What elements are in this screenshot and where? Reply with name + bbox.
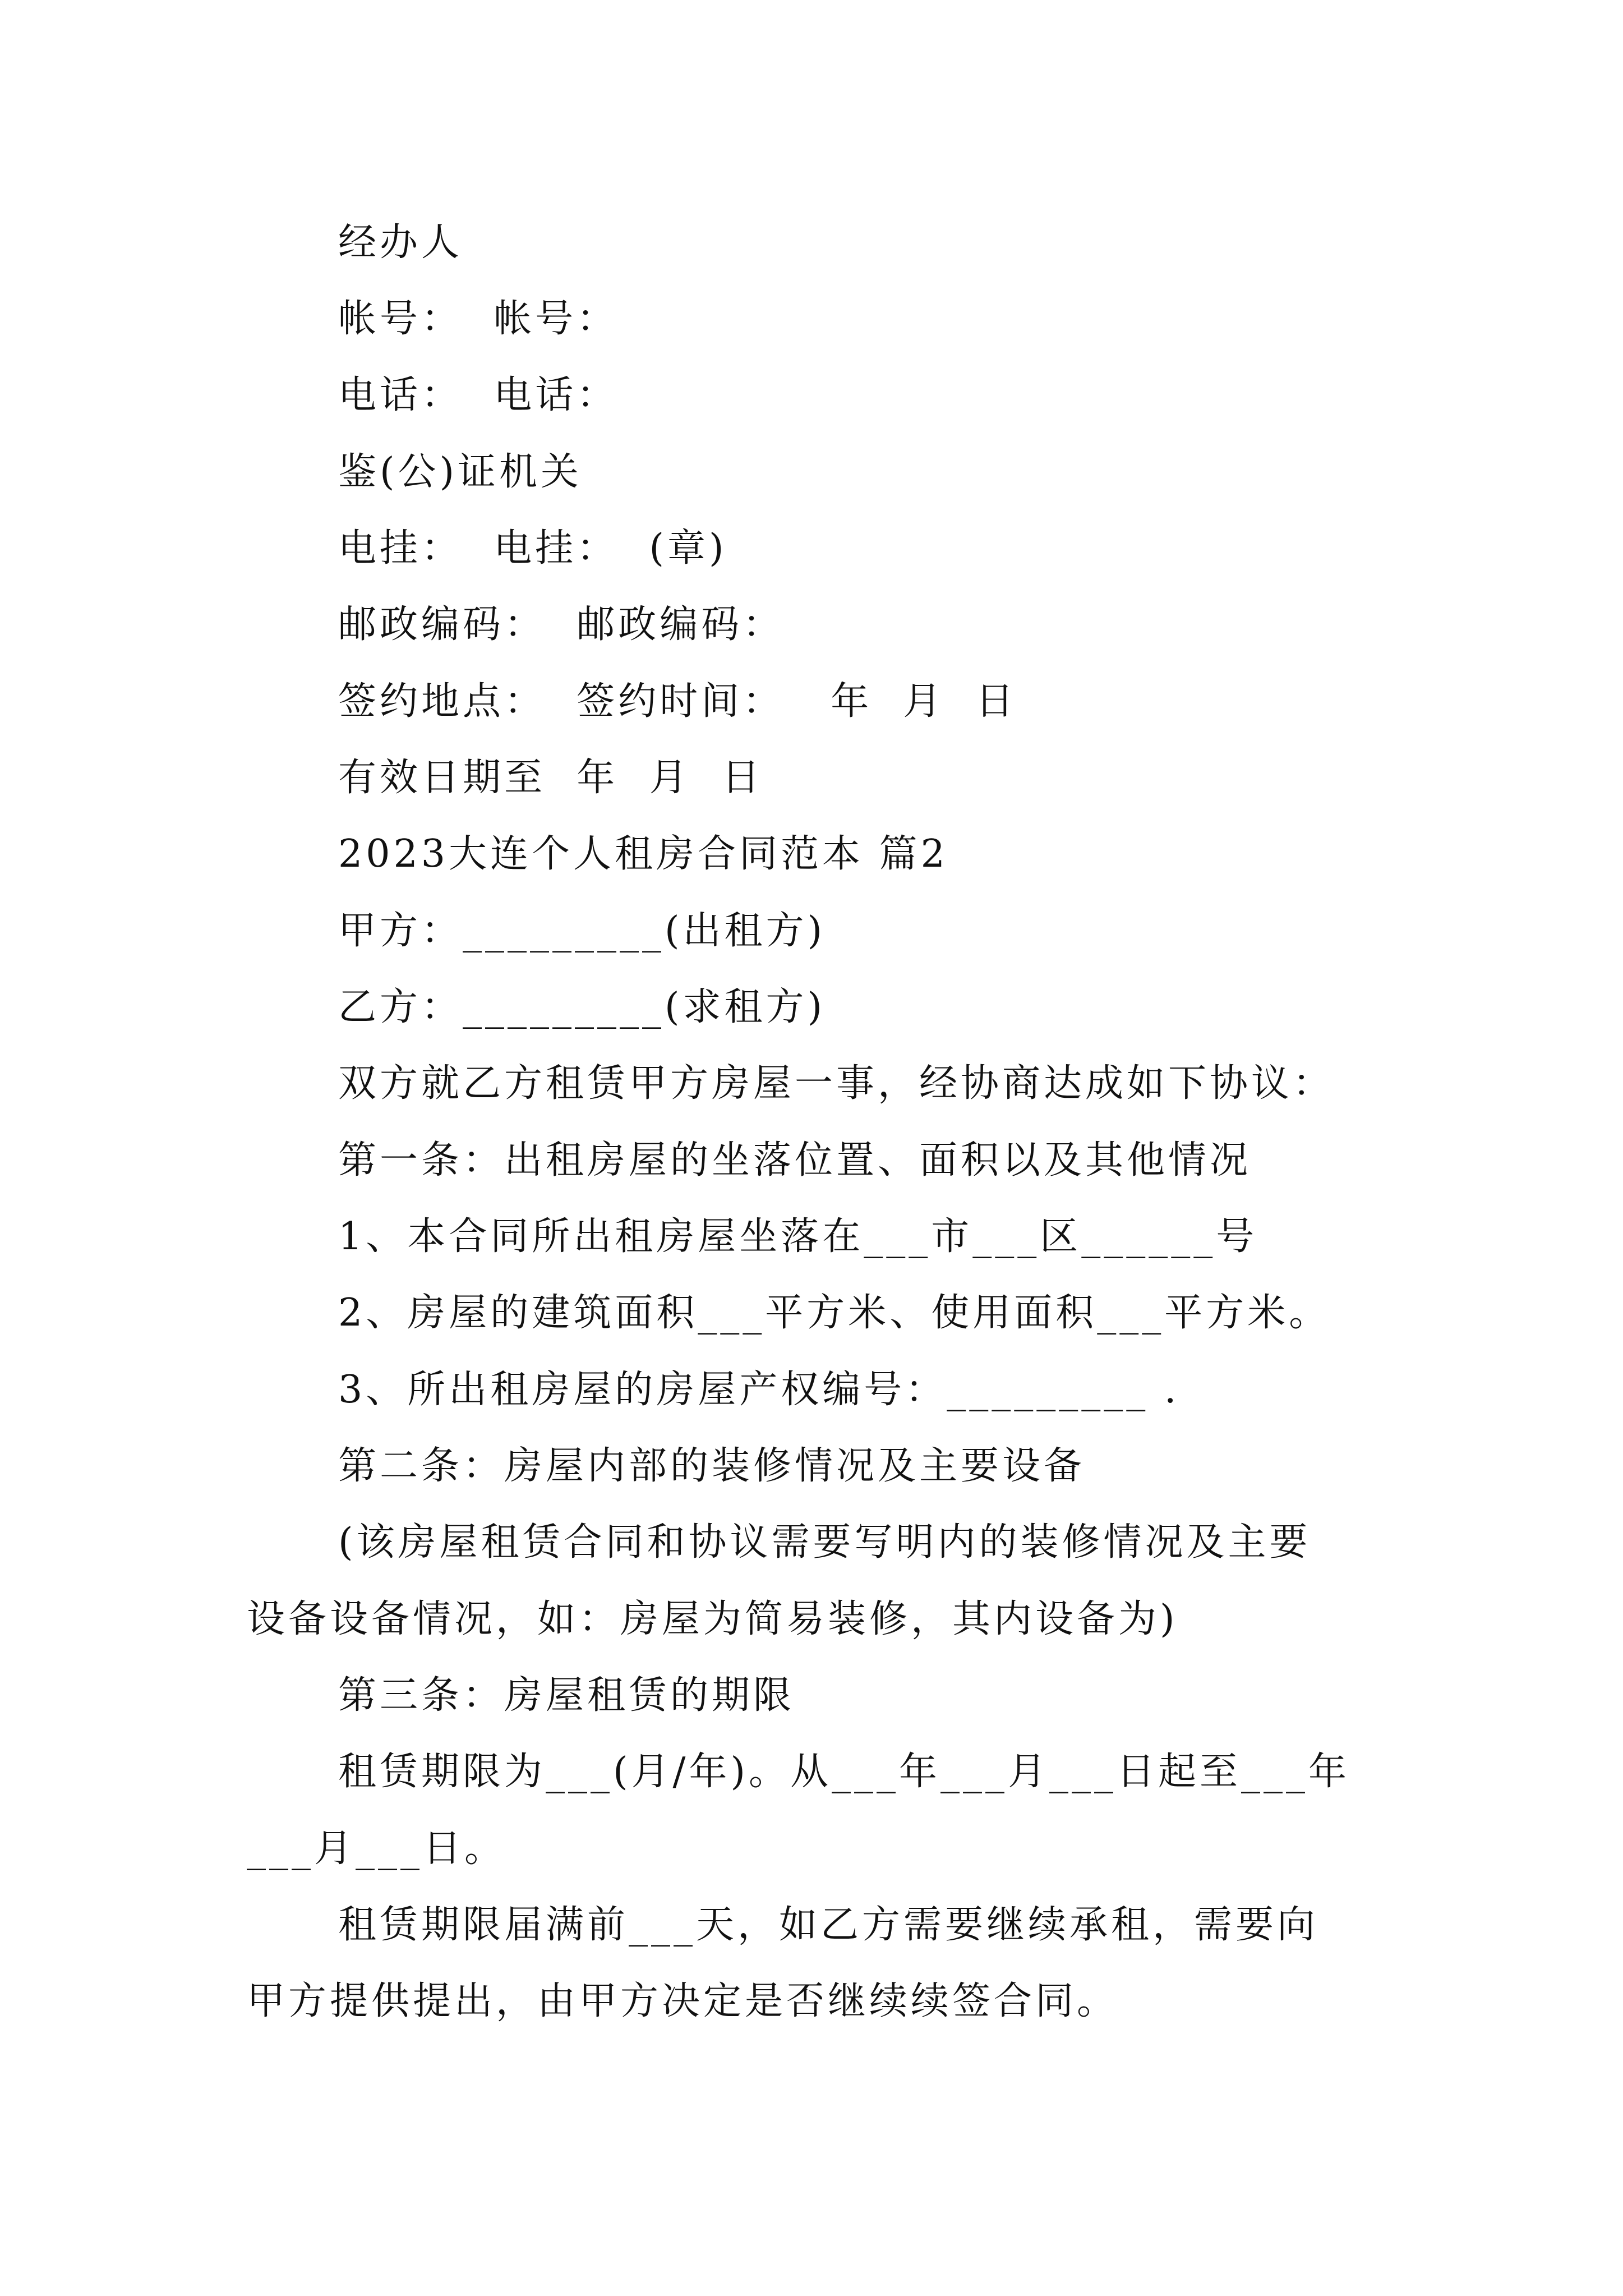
agent-label: 经办人 xyxy=(338,220,463,265)
lease-term-line-2: ___月___日。 xyxy=(247,1826,506,1871)
agreement-intro: 双方就乙方租赁甲方房屋一事，经协商达成如下协议： xyxy=(338,1061,1335,1106)
party-b-line: 乙方：_________(求租方) xyxy=(338,985,826,1029)
renewal-line-1: 租赁期限届满前___天，如乙方需要继续承租，需要向 xyxy=(338,1903,1319,1947)
telegraph-line: 电挂： 电挂： (章) xyxy=(338,526,727,570)
phone-line: 电话： 电话： xyxy=(338,373,619,417)
lease-term-line-1: 租赁期限为___(月/年)。从___年___月___日起至___年 xyxy=(338,1750,1350,1794)
article-2-heading: 第二条：房屋内部的装修情况及主要设备 xyxy=(338,1444,1086,1488)
signing-place-time-line: 签约地点： 签约时间： 年 月 日 xyxy=(338,679,1017,724)
party-a-line: 甲方：_________(出租方) xyxy=(338,909,826,953)
article-1-item-1: 1、本合同所出租房屋坐落在___市___区______号 xyxy=(338,1214,1258,1259)
article-2-note-line-1: (该房屋租赁合同和协议需要写明内的装修情况及主要 xyxy=(338,1520,1311,1565)
article-1-item-2: 2、房屋的建筑面积___平方米、使用面积___平方米。 xyxy=(338,1291,1331,1335)
account-line: 帐号： 帐号： xyxy=(338,297,619,341)
notary-office-line: 鉴(公)证机关 xyxy=(338,450,583,494)
renewal-line-2: 甲方提供提出，由甲方决定是否继续续签合同。 xyxy=(247,1979,1119,2023)
article-3-heading: 第三条：房屋租赁的期限 xyxy=(338,1673,795,1718)
valid-until-line: 有效日期至 年 月 日 xyxy=(338,756,763,800)
postal-code-line: 邮政编码： 邮政编码： xyxy=(338,602,785,647)
article-2-note-line-2: 设备设备情况，如：房屋为简易装修，其内设备为) xyxy=(247,1597,1178,1641)
section-heading: 2023大连个人租房合同范本 篇2 xyxy=(338,832,948,876)
article-1-item-3: 3、所出租房屋的房屋产权编号：_________ . xyxy=(338,1368,1180,1412)
article-1-heading: 第一条：出租房屋的坐落位置、面积以及其他情况 xyxy=(338,1138,1252,1182)
